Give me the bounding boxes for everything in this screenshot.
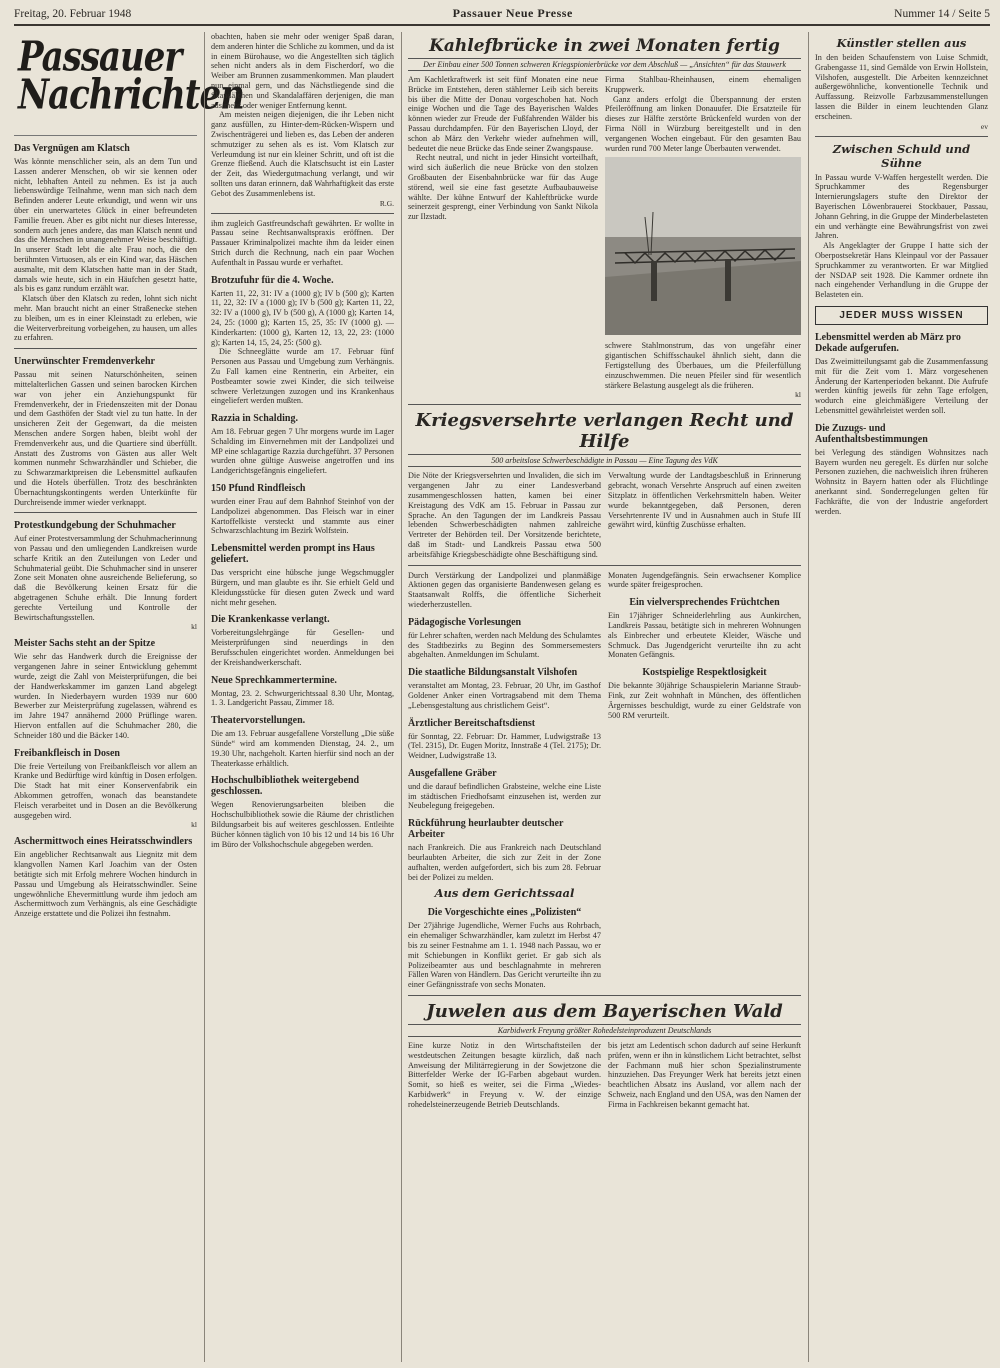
article-text: ihm zugleich Gastfreundschaft gewährten. Er wollte in Passau seine Rechtsanwaltspraxis eröffnen. Der Passauer Kriminalpolizei machte ihm da leider einen Strich durch die Rechnung, nach ein paar Wochen Aufenthalt in Passau wurde er verhaftet. xyxy=(211,218,394,267)
notice-title: Ärztlicher Bereitschaftsdienst xyxy=(408,717,536,729)
article-text: Ein 17jähriger Schneiderlehrling aus Aunkirchen, Landkreis Passau, betätigte sich in mehreren Wohnungen als Einbrecher und erbeutete Kleider, Wäsche und Schmuck. Das Jugendgericht verurteilte ihn zu acht Monaten Gefängnis. xyxy=(608,611,801,660)
header-issue: Nummer 14 / Seite 5 xyxy=(894,8,990,20)
notice-title: Hochschulbibliothek weitergebend geschlossen. xyxy=(211,775,360,798)
columns xyxy=(14,32,990,1362)
article-text: Am Kachletkraftwerk ist seit fünf Monaten eine neue Brücke im Entstehen, deren stählerner Leib sich bereits bis über die Mitte der Donau vorgeschoben hat. Noch einige Wochen und die Tage des Bayerischen Waldes können wieder zur Freude der Fußfahrenden Wälder bis Passau durchdampfen. Für den Bayerischen Lloyd, der schon ab März den Verkehr wieder aufnehmen will, bedeutet die neue Brücke das Ende seiner Zwangspause. xyxy=(408,75,598,153)
notice-text: Das verspricht eine hübsche junge Wegschmuggler Bürgern, und man glaubte es ihr. Sie erhielt Geld und Kleidungsstücke für diesen guten Zweck und ward nicht mehr gesehen. xyxy=(211,568,394,607)
notice-text: bei Verlegung des ständigen Wohnsitzes nach Bayern wurden neu geregelt. Es dürfen nur solche Personen zuziehen, die nachweislich ihren früheren Wohnsitz in Bayern hatten oder als Flüchtlinge anerkannt sind. Sonderregelungen gelten für Fachkräfte, die von der Industrie angefordert werden. xyxy=(815,447,988,516)
divider xyxy=(408,995,801,996)
jewels-article-right xyxy=(608,1041,801,1110)
article-text: Die bekannte 30jährige Schauspielerin Marianne Straub-Fink, zur Zeit wohnhaft in München, des öffentlichen Ärgernisses beschuldigt, wurde zu einer Geldstrafe von 500 RM verurteilt. xyxy=(608,681,801,720)
subheadline-veterans: 500 arbeitslose Schwerbeschädigte in Passau — Eine Tagung des VdK xyxy=(408,454,801,467)
article-title: Freibankfleisch in Dosen xyxy=(14,747,120,759)
notice-title: Pädagogische Vorlesungen xyxy=(408,616,522,628)
masthead-line-2: Nachrichten xyxy=(18,71,244,120)
jewels-article xyxy=(408,1041,801,1110)
author-signature: ev xyxy=(980,121,988,131)
notice-title: Rückführung heurlaubter deutscher Arbeiter xyxy=(408,818,564,841)
article-title: Ein vielversprechendes Früchtchen xyxy=(629,597,780,609)
notice-text: Wegen Renovierungsarbeiten bleiben die Hochschulbibliothek sowie die Räume der christlichen Bildungsarbeit bis auf weiteres geschlossen. Entleihte Bücher können täglich von 10 bis 12 und 14 bis 16 Uhr im Büro der Volkshochschule abgegeben werden. xyxy=(211,800,394,849)
article-text: Ein angeblicher Rechtsanwalt aus Liegnitz mit dem klangvollen Namen Karl Joachim van der Osten betätigte sich mit Erfolg mehrere Wochen hindurch in Passau und Umgebung als Heiratsschwindler. Seine ungewöhnliche Ehevermittlung wurde ihm jedoch am Aschermittwoch zum Verhängnis, als eine Geschädigte Anzeige erstattete und die Polizei ihn festnahm. xyxy=(14,850,197,919)
article-text: Als Angeklagter der Gruppe I hatte sich der Oberpostsekretär Hans Kleinpaul vor der Passauer Spruchkammer zu verantworten. Er war Mitglied der NSDAP seit 1928. Die Kammer ordnete ihn nach eingehender Verhandlung in die Gruppe der Belasteten ein. xyxy=(815,241,988,300)
local-news-left xyxy=(408,571,601,991)
divider xyxy=(211,213,394,214)
article-title: Meister Sachs steht an der Spitze xyxy=(14,638,156,650)
headline-bridge: Kahlefbrücke in zwei Monaten fertig xyxy=(429,36,780,56)
article-text: Am meisten neigen diejenigen, die ihr Leben nicht ganz ausfüllen, zu Hinter-dem-Rücken-Wispern und Zwischenträgerei und lieben es, das Leben der anderen schmutziger zu sehen als es ist. Vom Klatsch zur Verleumdung ist nur ein kleiner Schritt, und oft ist die Grenze fließend. Auch die Klatschsucht ist ein Laster der Zeit, das Wiedergutmachung verlangt, und wir sollten uns daran erinnern, daß Wahrhaftigkeit das erste Gebot des Zusammenlebens ist. xyxy=(211,110,394,198)
notice-text: Das Zweimitteilungsamt gab die Zusammenfassung mit für die Zeit vom 1. März vorgesehenen Änderung der Kartenperioden bekannt. Die Aufrufe werden künftig jeweils für zehn Tage erfolgen, wodurch eine gleichmäßigere Verteilung der Lebensmittel gewährleistet werden soll. xyxy=(815,356,988,415)
court-section-title: Aus dem Gerichtssaal xyxy=(434,886,575,901)
article-text: In Passau wurde V-Waffen hergestellt werden. Die Spruchkammer des Regensburger Internierungslagers stufte den Direktor der Bayerischen Löwenbrauerei Stockbauer, Passau, Johann Gehring, in die Gruppe der Minderbelasteten ein und verhängte eine Bewährungsfrist von zwei Jahren. xyxy=(815,172,988,241)
masthead-line-1: Passauer xyxy=(18,33,182,82)
article-text: Der 27jährige Jugendliche, Werner Fuchs aus Rohrbach, ein ehemaliger Schwarzhändler, kam zuletzt im Herbst 47 bis zu seiner Festnahme am 1. 1. 1948 nach Passau, wo er mit Schiebungen in Konflikt geriet. Er gab sich als Polizeibeamter aus und beschlagnahmte in mehreren Fällen Waren von Händlern. Das Gericht verurteilte ihn zu einer Gefängnisstrafe von sechs Monaten. xyxy=(408,921,601,990)
author-signature: R.G. xyxy=(379,198,394,208)
header-paper-name: Passauer Neue Presse xyxy=(452,6,573,20)
notice-text: Die Schneeglätte wurde am 17. Februar fünf Personen aus Passau und Umgebung zum Verhängnis. Zu Fall kamen eine Rentnerin, ein Arbeiter, ein Postbeamter sowie zwei Kinder, die sich teilweise schwere Verletzungen zuzogen und ins Krankenhaus eingeliefert werden mußten. xyxy=(211,347,394,406)
article-title: Zwischen Schuld und Sühne xyxy=(832,141,971,170)
article-text: Auf einer Protestversammlung der Schuhmacherinnung von Passau und den umliegenden Landkreisen wurde scharfe Kritik an den Zuteilungen von Leder und Schuhmaterial geübt. Die Schuhmacher sind in unserer Zone seit Monaten ohne ausreichende Belieferung, so daß die Bevölkerung keinen Ersatz für die abgetragenen Schuhe erhält. Die Innung fordert gerechte Verteilung und Kontrolle der Bewirtschaftungsstellen. xyxy=(14,534,197,622)
article-text: Passau mit seinen Naturschönheiten, seinen mittelalterlichen Gassen und seinen barocken Kirchen war von jeher ein Anziehungspunkt für Fremdenverkehr, der in Friedenszeiten mit der Donau und dem Gasthöfen der Stadt viel zu tun hatte. In der unsicheren Zeit der Gegenwart, da die meisten Menschen andere Sorgen haben, bleibt wohl der Fremdenverkehr aus, und die Quartiere sind überfüllt. Anstatt des Zustroms von Gästen aus aller Welt kommen nunmehr Schwarzhändler und Schieber, die zu Schwarzmarktpreisen die Lebensmittel aufkaufen und die Hotels überfüllen. Trotz des beschränkten Übernachtungskontingents werden Unterkünfte für Durchreisende immer wieder verknappt. xyxy=(14,370,197,507)
notice-text: Die am 13. Februar ausgefallene Vorstellung „Die süße Sünde“ wird am kommenden Dienstag, 24. 2., um 19.30 Uhr, nachgeholt. Karten hierfür sind noch an der Theaterkasse erhältlich. xyxy=(211,729,394,768)
divider xyxy=(14,348,197,349)
header-date: Freitag, 20. Februar 1948 xyxy=(14,8,132,20)
veterans-article-right xyxy=(608,471,801,559)
bridge-article-right xyxy=(605,75,801,399)
veterans-article-left xyxy=(408,471,601,559)
column-1 xyxy=(14,32,244,1362)
article-title: Aschermittwoch eines Heiratsschwindlers xyxy=(14,836,193,848)
article-text: Die Nöte der Kriegsversehrten und Invaliden, die sich im vergangenen Jahr zu einer Landesverband zusammengeschlossen hatten, kamen bei einer Kreistagung des VdK am 15. Februar in Passau zur Sprache. An den Tagungen der im Landkreis Passau lebenden Schwerbeschädigten nahmen zahlreiche Vertreter der Behörden teil. Der Vorsitzende berichtete, daß im Stadt- und Landkreis Passau etwa 500 arbeitsfähige Kriegsbeschädigte ohne Beschäftigung sind. xyxy=(408,471,601,559)
article-text: Verwaltung wurde der Landtagsbeschluß in Erinnerung gebracht, wonach Versehrte Anspruch auf einen zweiten Sitzplatz in öffentlichen Verkehrsmitteln haben. Weiter wurde bekanntgegeben, daß Personen, deren Versehrtenrente IV und in Ausnahmen auch in Stufe III gewährt wird, künftig Zuschüsse erhalten. xyxy=(608,471,801,530)
notice-text: veranstaltet am Montag, 23. Februar, 20 Uhr, im Gasthof Goldener Anker einen Vortragsabend mit dem Thema „Lebensgestaltung aus christlichem Geist“. xyxy=(408,681,601,710)
notice-title: Ausgefallene Gräber xyxy=(408,767,497,779)
headline-veterans: Kriegsversehrte verlangen Recht und Hilfe xyxy=(415,410,794,453)
veterans-article xyxy=(408,471,801,559)
notice-text: und die darauf befindlichen Grabsteine, welche eine Liste im städtischen Friedhofsamt einzusehen ist, werden zur Neubelegung freigegeben. xyxy=(408,781,601,811)
masthead xyxy=(14,33,244,136)
notice-title: Brotzufuhr für die 4. Woche. xyxy=(211,274,334,286)
author-signature: kl xyxy=(795,390,801,400)
author-signature: kl xyxy=(191,820,197,830)
notice-title: Die staatliche Bildungsanstalt Vilshofen xyxy=(408,667,578,679)
bridge-article-left xyxy=(408,75,598,399)
article-text: Ganz anders erfolgt die Überspannung der ersten Pfeileröffnung am linken Donauufer. Die Ersatzteile für dieses zur Hälfte zerstörte Brückenfeld wurden von der Firma Nöll in Würzburg bereitgestellt und in den vergangenen Wochen eingebaut. Für den gesamten Bau wurden rund 700 Meter lange Überbauten verwendet. xyxy=(605,94,801,153)
notice-text: für Sonntag, 22. Februar: Dr. Hammer, Ludwigstraße 13 (Tel. 2315), Dr. Eugen Moritz, Innstraße 4 (Tel. 2175); Dr. Weidner, Ludwigstraße 13. xyxy=(408,731,601,761)
column-2 xyxy=(204,32,394,1362)
article-title: Protestkundgebung der Schuhmacher xyxy=(14,520,176,532)
subheadline-jewels: Karbidwerk Freyung größter Rohedelsteinproduzent Deutschlands xyxy=(408,1024,801,1037)
divider xyxy=(815,136,988,137)
jewels-article-left xyxy=(408,1041,601,1110)
bridge-photo xyxy=(605,157,801,335)
local-news xyxy=(408,571,801,991)
article-title: Kostspielige Respektlosigkeit xyxy=(642,667,767,679)
author-signature: kl xyxy=(191,622,197,632)
notice-text: nach Frankreich. Die aus Frankreich nach Deutschland beurlaubten Arbeiter, die sich zur Zeit in der Zone aufhalten, werden aufgefordert, sich bis zum 28. Februar bei der Polizei zu melden. xyxy=(408,843,601,882)
article-title: Unerwünschter Fremdenverkehr xyxy=(14,356,155,368)
article-text: Recht neutral, und nicht in jeder Hinsicht vorteilhaft, wird sich äußerlich die neue Brücke von den stolzen Großbauten der Eisenbahnbrücke war für das Auge störend, weil sie eine fast gesetzte Aufbaubauweise wählte. Der kühne Entwurf der Kahleftbrücke wurde seinerzeit gesprengt, einer Verbindung von Sankt Nikola zur Ilzstadt. xyxy=(408,153,598,222)
subheadline-bridge: Der Einbau einer 500 Tonnen schweren Kriegspionierbrücke vor dem Abschluß — „Ansichten“ für das Stauwerk xyxy=(408,58,801,71)
notice-title: Lebensmittel werden ab März pro Dekade aufgerufen. xyxy=(815,331,961,354)
notice-text: Vorbereitungslehrgänge für Gesellen- und Meisterprüfungen sind neuerdings in den Berufsschulen eingerichtet worden. Anmeldungen bei der Kreishandwerkerschaft. xyxy=(211,628,394,667)
article-text: Durch Verstärkung der Landpolizei und planmäßige Aktionen gegen das organisierte Bandenwesen gelang es Staatsanwalt Rolffs, die öffentliche Sicherheit wiederherzustellen. xyxy=(408,570,601,609)
article-text: In den beiden Schaufenstern von Luise Schmidt, Grabengasse 11, sind Gemälde von Erwin Hollstein, Vilshofen, ausgestellt. Die Arbeiten kennzeichnet außergewöhnliche, konventionelle Technik und Auffassung. Reizvolle Farbzusammenstellungen lassen die Bilder in einem leuchtenden Glanz erscheinen. xyxy=(815,53,988,121)
page-header xyxy=(14,6,990,26)
article-text: Monaten Jugendgefängnis. Sein erwachsener Komplice wurde später freigesprochen. xyxy=(608,570,801,590)
article-text: Wie sehr das Handwerk durch die Ereignisse der vergangenen Jahre in seiner Entwicklung gehemmt wurde, zeigt die Zahl von Meisterprüfungen, die bei der Handwerkskammer im ganzen Land abgelegt wurden. In Niederbayern wurden 1939 nur 600 Bewerber zur Meisterprüfung zugelassen, während es im Jahre 1947 annähernd 2000 Prüflinge waren. Hiervon entfallen auf die Schuhmacher 280, die Schneider 180 und die Bäcker 140. xyxy=(14,652,197,740)
article-text: schwere Stahlmonstrum, das von ungefähr einer gigantischen Schiffsschaukel ähnlich sieht, dann die Fertigstellung des Überbaues, um die Pfeilerfüllung einzuschwemmen. Die neuen Pfeiler sind für wesentlich stärkere Belastung ausgelegt als die früheren. xyxy=(605,341,801,390)
main-columns xyxy=(401,32,801,1362)
divider xyxy=(408,404,801,405)
article-text: obachten, haben sie mehr oder weniger Spaß daran, dem anderen hinter die Schliche zu kommen, und da ist in einem Bürohause, wo die Angestellten sich täglich sehen nicht anders als in dem Fischerdorf, wo die Weiber am Brunnen zusammenkommen. Man plaudert nun einmal gern, und das Nächstliegende sind die Skandälchen und Skandalaffären derjenigen, die man aus mehr oder weniger Entfernung kennt. xyxy=(211,32,394,110)
notice-title: Razzia in Schalding. xyxy=(211,413,298,425)
notice-title: Neue Sprechkammertermine. xyxy=(211,674,337,686)
local-news-right xyxy=(608,571,801,991)
article-text: Eine kurze Notiz in den Wirtschaftsteilen der westdeutschen Zeitungen besagte kürzlich, daß nach Anweisung der Militärregierung in der Sowjetzone die Bitterfelder Werke der IG-Farben abgebaut wurden. Somit, so hieß es weiter, sei die Firma „Wiedes-Karbidwerk“ in Freyung v. W. der einzige rohedelsteinerzeugende Betrieb Deutschlands. xyxy=(408,1041,601,1109)
notice-title: Lebensmittel werden prompt ins Haus geliefert. xyxy=(211,543,375,566)
bridge-photo-image xyxy=(605,157,801,335)
column-5 xyxy=(808,32,988,1362)
divider xyxy=(14,512,197,513)
article-text: Klatsch über den Klatsch zu reden, lohnt sich nicht mehr. Man braucht nicht an einer Straßenecke stehen zu bleiben, um es in einer Kleinstadt zu erleben, wie die Weiterverbreitung vorbeigehen, zu hausen, um alles zu erfahren. xyxy=(14,294,197,343)
article-text: Firma Stahlbau-Rheinhausen, einem ehemaligen Kruppwerk. xyxy=(605,75,801,94)
article-text: bis jetzt am Ledentisch schon dadurch auf seine Herkunft prüfen, wenn er ihn in künstlichem Licht betrachtet, selbst der Fachmann muß hier schon Spezialinstrumente hinzuziehen. Das Freyunger Werk hat bereits jetzt einen beachtlichen Absatz ins Ausland, vor allem nach der Schweiz, nach England und den USA, was den Namen der Firma in Fachkreisen bekannt gemacht hat. xyxy=(608,1041,801,1109)
article-text: Was könnte menschlicher sein, als an dem Tun und Lassen anderer Menschen, ob wir sie kennen oder nicht, lebhaften Anteil zu nehmen. Es ist ja auch liebenswürdige Teilnahme, wenn man sich nach dem Befinden anderer Leute erkundigt, und wenn wir uns über ein unerwartetes Glück in einer befreundeten Familie freuen. Aber es gibt nicht nur dieses Interesse, sondern auch jenes andere, das man Klatsch nennt und das die Menschen in unangenehmer Weise beschäftigt. In unserer Stadt lebt die alte Frau noch, die den berühmten Virtuosen, als er ein Kind war, das Häschen ausmalte, mit dem Klatschen hatte man in der Stadt, damals wie heute, sich in ein Häufchen gesetzt hatte, als bis es ganz rundum erzählt war. xyxy=(14,157,197,294)
notice-text: wurden einer Frau auf dem Bahnhof Steinhof von der Landpolizei abgenommen. Das Fleisch war in einer Kartoffelkiste versteckt und stammte aus einer Schwarzschlachtung im Bezirk Wolfstein. xyxy=(211,497,394,536)
article-text: Die freie Verteilung von Freibankfleisch vor allem an Kranke und Bedürftige wird künftig in Dosen erfolgen. Die Stadt hat mit einer Konservenfabrik ein Abkommen getroffen, wonach das beanstandete Fleisch verarbeitet und in Dosen an die Bevölkerung ausgegeben wird. xyxy=(14,761,197,820)
divider xyxy=(408,565,801,566)
article-title: Künstler stellen aus xyxy=(836,36,967,50)
notice-text: Am 18. Februar gegen 7 Uhr morgens wurde im Lager Schalding im Einvernehmen mit der Landpolizei und MP eine schlagartige Razzia durchgeführt. 37 Personen wurden ohne gültige Ausweise angetroffen und ins Landgerichtsgefängnis eingeliefert. xyxy=(211,427,394,476)
court-article-title: Die Vorgeschichte eines „Polizisten“ xyxy=(427,907,582,919)
notice-title: Theatervorstellungen. xyxy=(211,715,306,727)
notice-text: Montag, 23. 2. Schwurgerichtssaal 8.30 Uhr, Montag, 1. 3. Landgericht Passau, Zimmer 18. xyxy=(211,688,394,708)
notice-title: Die Zuzugs- und Aufenthaltsbestimmungen xyxy=(815,422,928,445)
article-title: Das Vergnügen am Klatsch xyxy=(14,143,130,154)
notice-text: für Lehrer schaften, werden nach Meldung des Schulamtes des Stadtbezirks zu Beginn des Sommersemesters abgehalten. Anmeldungen im Schulamt. xyxy=(408,630,601,660)
notice-text: Karten 11, 22, 31: IV a (1000 g); IV b (500 g); Karten 11, 22, 32: IV a (1000 g); IV b (500 g); Karten 11, 22, 32: IV a (1000 g), IV b (500 g), A (1000 g); Karten 14, 24, 25: (1000 g); Karten 15, 25, 35: IV (1000 g). — Kinderkarten: (1000 g), Karten 12, 13, 22, 23: (1000 g); Karten 14, 15, 24, 25: (500 g). xyxy=(211,288,394,347)
headline-jewels: Juwelen aus dem Bayerischen Wald xyxy=(426,1001,783,1023)
notice-title: Die Krankenkasse verlangt. xyxy=(211,614,330,626)
info-box-heading: JEDER MUSS WISSEN xyxy=(815,306,988,325)
bridge-article xyxy=(408,75,801,399)
notice-title: 150 Pfund Rindfleisch xyxy=(211,483,306,495)
